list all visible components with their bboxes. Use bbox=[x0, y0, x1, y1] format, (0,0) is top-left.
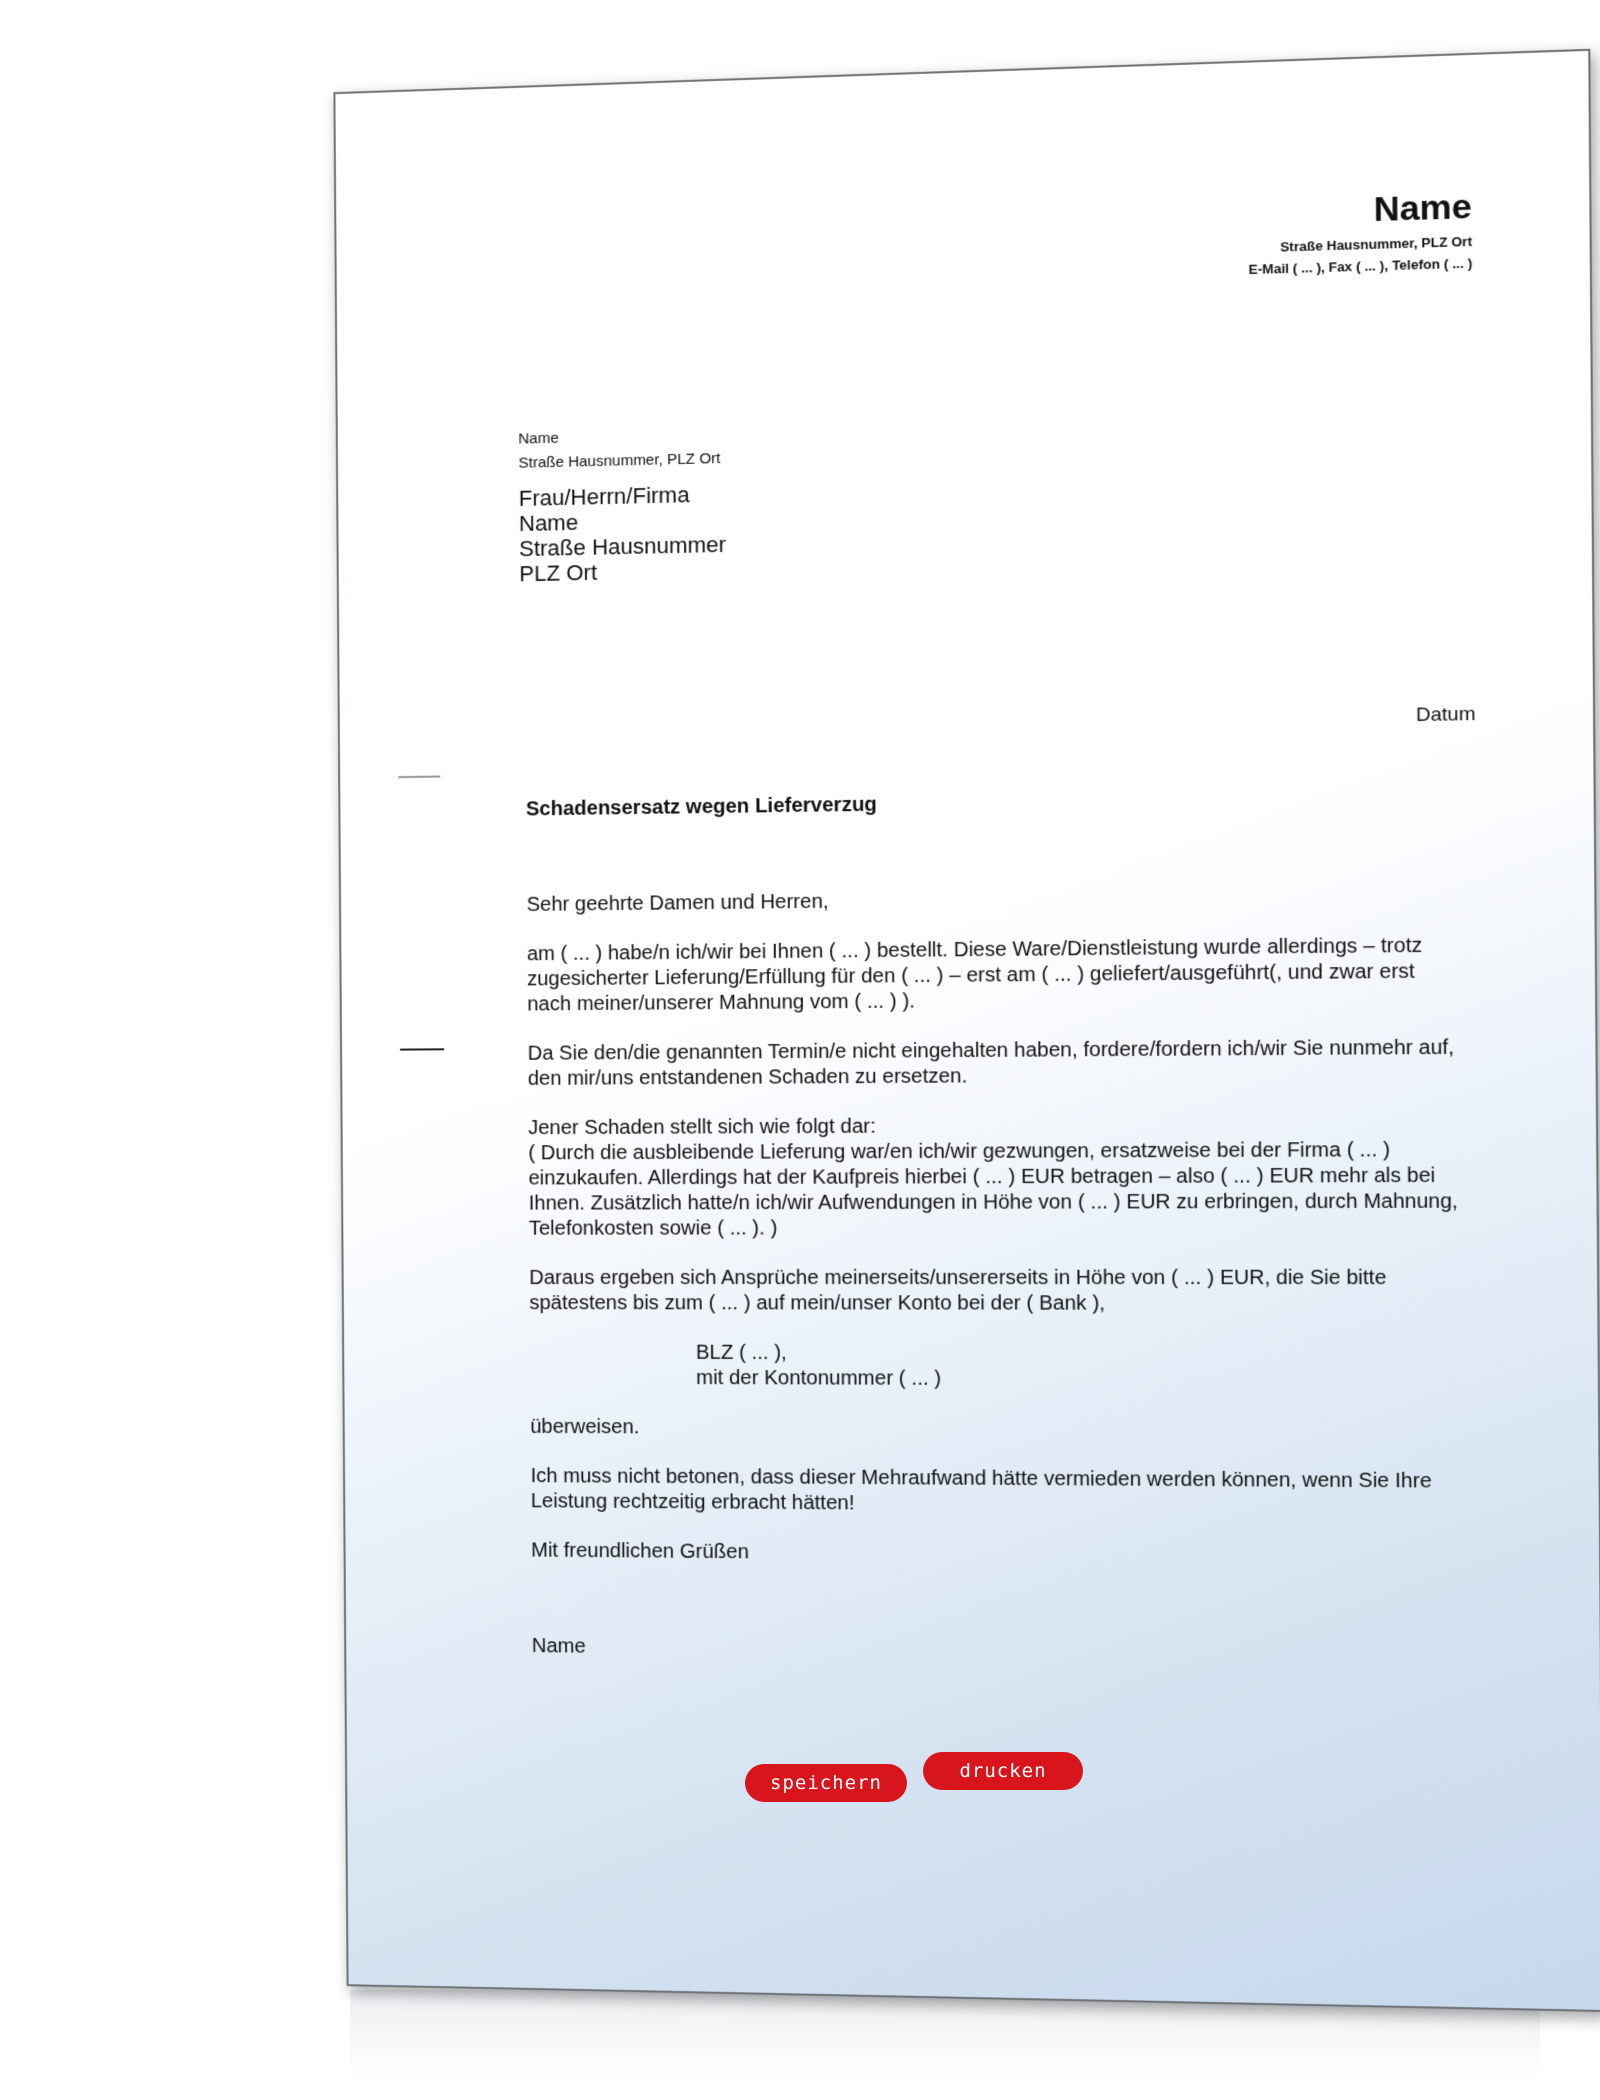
paragraph: Daraus ergeben sich Ansprüche meinerseits/unsererseits in Höhe von ( ... ) EUR, die Sie bitte spätestens bis zum ( ... ) auf mein/unser Konto bei der ( Bank ), bbox=[529, 1266, 1387, 1315]
sender-address: Straße Hausnummer, PLZ Ort bbox=[1280, 233, 1473, 255]
return-address-street: Straße Hausnummer, PLZ Ort bbox=[518, 449, 721, 472]
recipient-line: Frau/Herrn/Firma bbox=[518, 481, 690, 512]
recipient-line: Straße Hausnummer bbox=[519, 531, 727, 562]
paragraph: Da Sie den/die genannten Termin/e nicht eingehalten haben, fordere/fordern ich/wir Sie nunmehr auf, den mir/uns entstandenen Schaden zu ersetzen. bbox=[527, 1036, 1455, 1090]
paragraph: am ( ... ) habe/n ich/wir bei Ihnen ( ... ) bestellt. Diese Ware/Dienstleistung wurde allerdings – trotz zugesicherter Lieferung/Erfüllung für den ( ... ) – erst am ( ... ) geliefert/ausgeführt(, und zwar erst nach meiner/unserer Mahnung vom ( ... ) ). bbox=[526, 934, 1423, 1016]
sender-contact: E-Mail ( ... ), Fax ( ... ), Telefon ( ... ) bbox=[1248, 255, 1473, 278]
letter-subject: Schadensersatz wegen Lieferverzug bbox=[525, 793, 878, 821]
letter-date: Datum bbox=[1415, 703, 1476, 727]
sender-block bbox=[1248, 187, 1472, 277]
save-button[interactable]: speichern bbox=[745, 1764, 907, 1802]
transfer-text: überweisen. bbox=[530, 1415, 640, 1439]
recipient-line: Name bbox=[518, 509, 579, 537]
punch-mark bbox=[400, 1048, 444, 1050]
recipient-address bbox=[519, 481, 727, 586]
bank-account: mit der Kontonummer ( ... ) bbox=[696, 1366, 942, 1390]
recipient-line: PLZ Ort bbox=[519, 559, 598, 587]
return-address bbox=[518, 423, 720, 476]
signature-name: Name bbox=[531, 1634, 586, 1658]
sender-name: Name bbox=[1373, 187, 1473, 230]
fold-mark bbox=[398, 776, 440, 779]
paragraph: ( Durch die ausbleibende Lieferung war/en ich/wir gezwungen, ersatzweise bei der Firma ( ... ) einzukaufen. Allerdings hat der Kaufpreis hierbei ( ... ) EUR betragen – also ( ... ) EUR mehr als bei Ihnen. Zusätzlich hatte/n ich/wir Aufwendungen in Höhe von ( ... ) EUR zu erbringen, durch Mahnung, Telefonkosten sowie ( ... ). ) bbox=[528, 1138, 1458, 1240]
letter-body bbox=[526, 784, 1464, 1669]
print-button[interactable]: drucken bbox=[923, 1752, 1083, 1790]
salutation: Sehr geehrte Damen und Herren, bbox=[526, 890, 829, 917]
closing: Mit freundlichen Grüßen bbox=[531, 1539, 750, 1564]
letter-page bbox=[333, 49, 1600, 2012]
paragraph-intro: Jener Schaden stellt sich wie folgt dar: bbox=[528, 1115, 876, 1140]
paragraph: Ich muss nicht betonen, dass dieser Mehraufwand hätte vermieden werden können, wenn Sie Ihre Leistung rechtzeitig erbracht hätten! bbox=[530, 1465, 1432, 1515]
bank-blz: BLZ ( ... ), bbox=[695, 1341, 787, 1365]
return-address-name: Name bbox=[518, 429, 559, 448]
